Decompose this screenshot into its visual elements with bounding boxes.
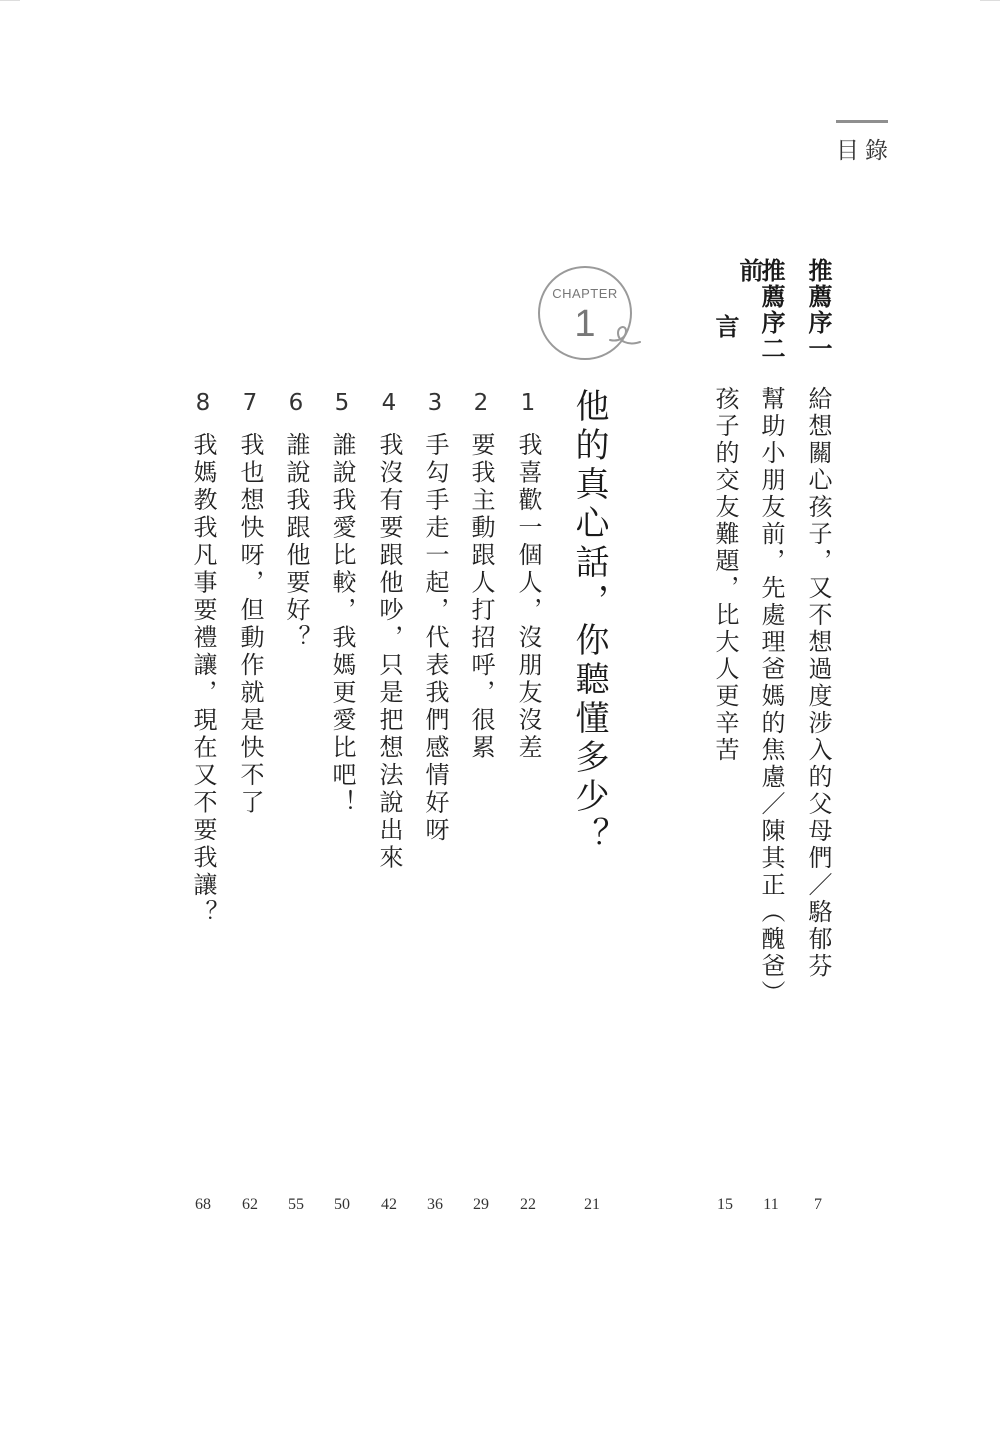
item-3-number: 3 (427, 390, 443, 416)
heading-rule (836, 120, 888, 123)
item-4-page: 42 (381, 1196, 397, 1213)
item-7-page: 62 (242, 1196, 258, 1213)
item-2-title[interactable]: 要我主動跟人打招呼，很累 (467, 432, 495, 762)
foreword-label-b: 言 (711, 314, 739, 338)
foreword-title[interactable]: 孩子的交友難題，比大人更辛苦 (711, 386, 739, 764)
item-2-number: 2 (473, 390, 489, 416)
item-8-number: 8 (195, 390, 211, 416)
preface2-title[interactable]: 幫助小朋友前，先處理爸媽的焦慮／陳其正（醜爸） (757, 386, 785, 1007)
item-6-number: 6 (288, 390, 304, 416)
item-4-title[interactable]: 我沒有要跟他吵，只是把想法說出來 (375, 432, 403, 872)
chapter-page: 21 (584, 1196, 600, 1213)
chapter-badge-number: 1 (574, 303, 596, 345)
chapter-swirl-icon (608, 318, 644, 354)
preface2-label: 推薦序二 (757, 258, 785, 362)
crop-mark-left (0, 0, 20, 7)
foreword-label (713, 258, 761, 338)
preface2-page: 11 (763, 1196, 779, 1213)
item-7-title[interactable]: 我也想快呀，但動作就是快不了 (236, 432, 264, 817)
item-5-title[interactable]: 誰說我愛比較，我媽更愛比吧！ (328, 432, 356, 817)
foreword-page: 15 (717, 1196, 733, 1213)
item-6-page: 55 (288, 1196, 304, 1213)
chapter-badge-label: CHAPTER (552, 286, 618, 301)
item-6-title[interactable]: 誰說我跟他要好？ (282, 432, 310, 652)
item-1-title[interactable]: 我喜歡一個人，沒朋友沒差 (514, 432, 542, 762)
preface1-label: 推薦序一 (804, 258, 832, 362)
toc-heading: 目錄 (836, 138, 894, 164)
item-2-page: 29 (473, 1196, 489, 1213)
item-1-number: 1 (520, 390, 536, 416)
preface1-page: 7 (814, 1196, 822, 1213)
item-4-number: 4 (381, 390, 397, 416)
item-5-page: 50 (334, 1196, 350, 1213)
crop-mark-right (980, 0, 1000, 7)
preface1-title[interactable]: 給想關心孩子，又不想過度涉入的父母們／駱郁芬 (804, 386, 832, 980)
item-8-title[interactable]: 我媽教我凡事要禮讓，現在又不要我讓？ (189, 432, 217, 927)
foreword-label-a: 前 (735, 258, 763, 282)
item-3-page: 36 (427, 1196, 443, 1213)
item-5-number: 5 (334, 390, 350, 416)
item-8-page: 68 (195, 1196, 211, 1213)
chapter-title[interactable]: 他的真心話，你聽懂多少？ (569, 388, 609, 856)
item-7-number: 7 (242, 390, 258, 416)
item-1-page: 22 (520, 1196, 536, 1213)
item-3-title[interactable]: 手勾手走一起，代表我們感情好呀 (421, 432, 449, 845)
